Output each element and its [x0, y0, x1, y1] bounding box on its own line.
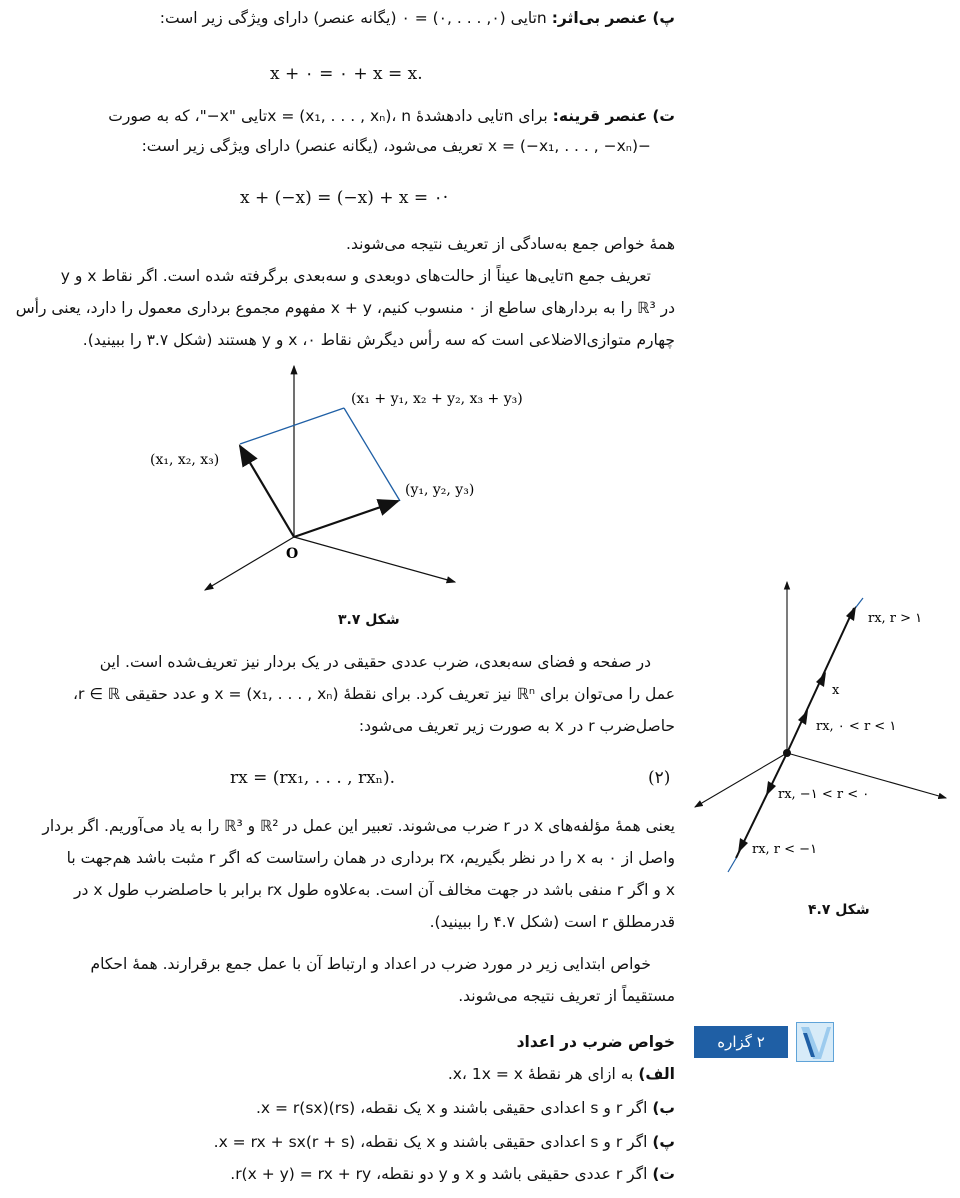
equation-number: (۲) — [648, 768, 671, 788]
proposition-item-b — [256, 1094, 675, 1122]
item-text: اگر r و s اعدادی حقیقی باشند و x یک نقطه، (rs)x = r(sx). — [255, 1099, 648, 1117]
label-x: x — [832, 683, 840, 698]
identity-equation: x + ۰ = ۰ + x = x. — [270, 64, 423, 84]
paragraph-1-line-4: چهارم متوازی‌الاضلاعی است که سه رأس دیگرش نقاط ۰، x و y هستند (شکل ۳.۷ را ببینید). — [82, 331, 675, 349]
label-r-between-0-1: rx, ۰ < r < ۱ — [816, 719, 897, 734]
paragraph-3-line-1: یعنی همهٔ مؤلفه‌های x در r ضرب می‌شوند. تعبیر این عمل در ℝ² و ℝ³ را به یاد می‌آوریم. اگر بردار — [42, 817, 675, 835]
proposition-item-d — [230, 1160, 675, 1188]
scalar-mult-equation: rx = (rx₁, . . . , rxₙ). — [230, 768, 396, 788]
item-title: عنصر قرینه: — [552, 107, 648, 125]
item-text: برای nتایی دادهشدهٔ x = (x₁, . . . , xₙ)، nتایی "x−"، که به صورت — [108, 107, 548, 125]
figure-3-7-vector-sum — [130, 360, 590, 610]
inverse-element-line-1 — [108, 102, 675, 130]
label-r-lt-neg1: rx, r < −۱ — [752, 842, 818, 857]
label-sum-point: (x₁ + y₁, x₂ + y₂, x₃ + y₃) — [351, 391, 523, 407]
paragraph-2-line-2: عمل را می‌توان برای ℝⁿ نیز تعریف کرد. برای نقطهٔ x = (x₁, . . . , xₙ) و عدد حقیقی r ∈ ℝ، — [73, 685, 675, 703]
label-y-point: (y₁, y₂, y₃) — [405, 482, 475, 498]
paragraph-3-line-3: x و اگر r منفی باشد در جهت مخالف آن است. به‌علاوه طول rx برابر با حاصلضرب طول x در — [74, 881, 675, 899]
item-label: پ) — [652, 9, 675, 27]
paragraph-3-line-2: واصل از ۰ به x را در نظر بگیریم، rx برداری در همان راستاست که اگر r مثبت باشد هم‌جهت با — [66, 849, 675, 867]
identity-element-line — [160, 4, 675, 32]
proposition-number-icon — [796, 1022, 834, 1062]
item-text: اگر r عددی حقیقی باشد و x و y دو نقطه، r(x + y) = rx + ry. — [230, 1165, 648, 1183]
item-label: ب) — [652, 1099, 675, 1117]
proposition-title: خواص ضرب در اعداد — [516, 1033, 675, 1051]
item-label: ت) — [652, 107, 675, 125]
item-text: اگر r و s اعدادی حقیقی باشند و x یک نقطه، (r + s)x = rx + sx. — [213, 1133, 648, 1151]
item-label: پ) — [652, 1133, 675, 1151]
label-origin: O — [286, 546, 299, 562]
inverse-equation: x + (−x) = (−x) + x = ۰· — [240, 188, 449, 208]
figure-3-7-caption: شکل ۳.۷ — [338, 612, 400, 628]
paragraph-4-line-2: مستقیماً از تعریف نتیجه می‌شوند. — [458, 987, 675, 1005]
label-r-gt-1: rx, r > ۱ — [868, 611, 923, 626]
paragraph-1-line-3: در ℝ³ را به بردارهای ساطع از ۰ منسوب کنیم، x + y مفهوم مجموع برداری معمول را دارد، یعنی رأس — [15, 299, 675, 317]
item-title: عنصر بی‌اثر: — [551, 9, 648, 27]
item-text: به ازای هر نقطهٔ x، 1x = x. — [447, 1065, 634, 1083]
label-x-point: (x₁, x₂, x₃) — [150, 452, 220, 468]
paragraph-2-line-3: حاصل‌ضرب r در x به صورت زیر تعریف می‌شود: — [358, 717, 675, 735]
paragraph-3-line-4: قدرمطلق r است (شکل ۴.۷ را ببینید). — [429, 913, 675, 931]
paragraph-1-line-2: تعریف جمع nتایی‌ها عیناً از حالت‌های دوبعدی و سه‌بعدی برگرفته شده است. اگر نقاط x و y — [60, 267, 651, 285]
inverse-element-line-2: −x = (−x₁, . . . , −xₙ) تعریف می‌شود، (یگانه عنصر) دارای ویژگی زیر است: — [141, 137, 651, 155]
label-r-between-neg1-0: rx, −۱ < r < ۰ — [778, 787, 870, 802]
paragraph-2-line-1: در صفحه و فضای سه‌بعدی، ضرب عددی حقیقی در یک بردار نیز تعریف‌شده است. این — [99, 653, 651, 671]
figure-4-7-caption: شکل ۴.۷ — [808, 902, 870, 918]
item-text: nتایی (۰, . . . ,۰) = ۰ (یگانه عنصر) دارای ویژگی زیر است: — [159, 9, 547, 27]
proposition-badge: ۲ گزاره — [694, 1026, 788, 1058]
paragraph-1-line-1: همهٔ خواص جمع به‌سادگی از تعریف نتیجه می‌شوند. — [346, 235, 675, 253]
item-label: ت) — [652, 1165, 675, 1183]
paragraph-4-line-1: خواص ابتدایی زیر در مورد ضرب در اعداد و ارتباط آن با عمل جمع برقرارند. همهٔ احکام — [90, 955, 651, 973]
proposition-item-a — [448, 1060, 675, 1088]
proposition-item-c — [214, 1128, 675, 1156]
figure-4-7-scalar-mult — [680, 570, 960, 890]
item-label: الف) — [638, 1065, 675, 1083]
